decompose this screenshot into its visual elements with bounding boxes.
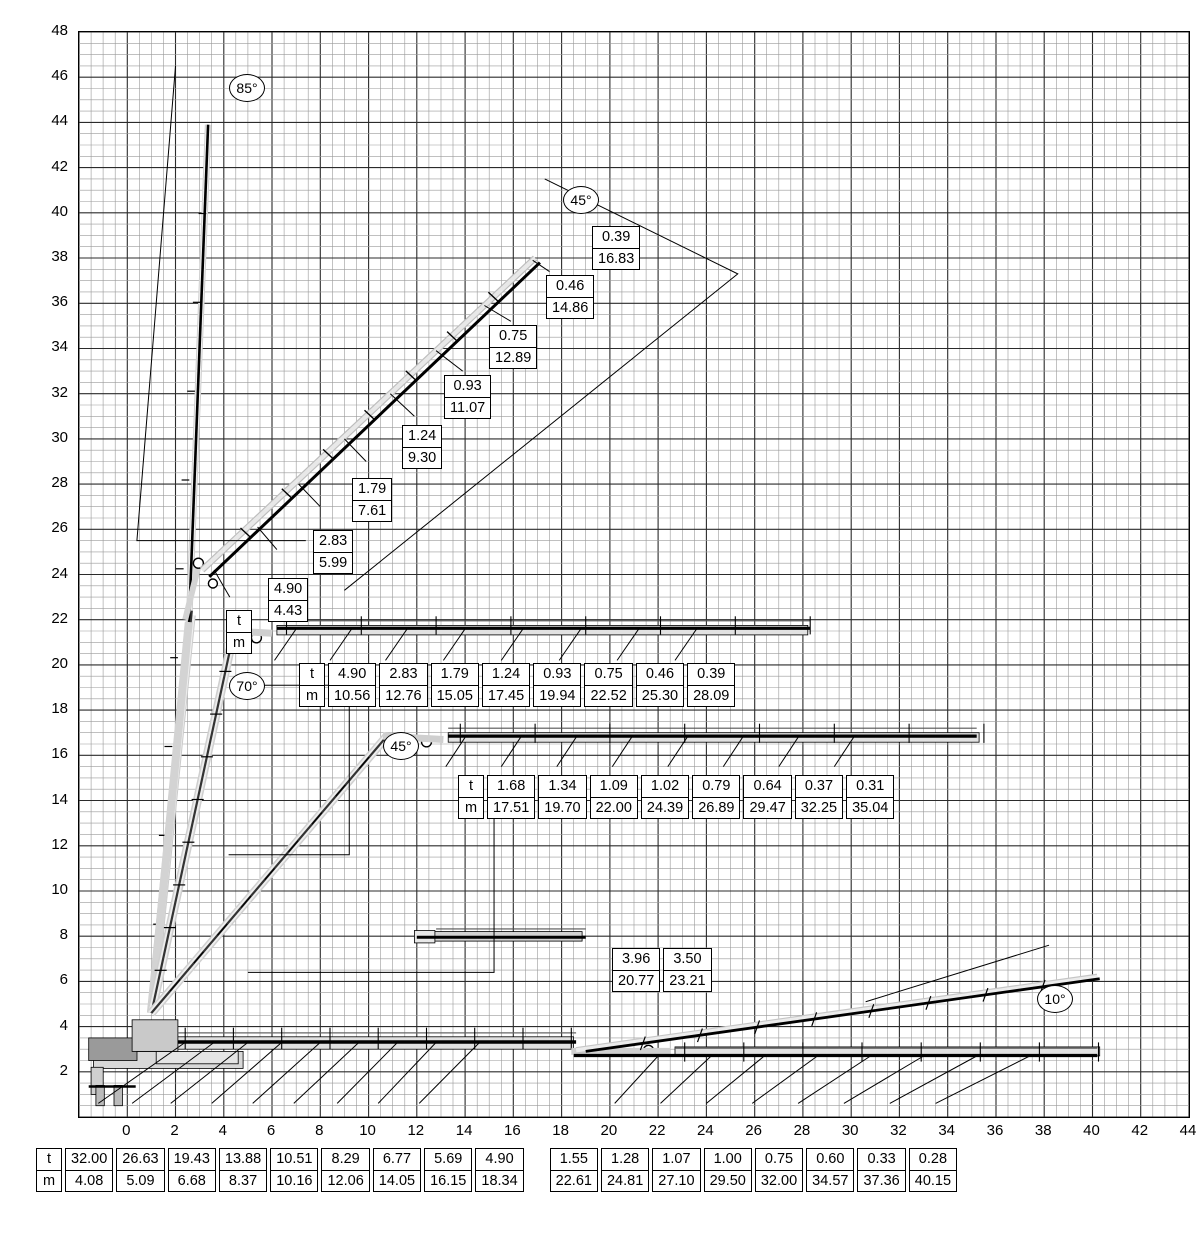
x-tick-34: 34 <box>938 1122 956 1139</box>
x-tick-40: 40 <box>1083 1122 1100 1139</box>
value-box-s1-0: 4.90 4.43 <box>268 578 308 622</box>
value-box-s3-5: 0.64 29.47 <box>743 775 791 819</box>
value-box-inset-0: 3.96 20.77 <box>612 948 660 992</box>
value-box-s2-4: 0.93 19.94 <box>533 663 581 707</box>
x-tick-36: 36 <box>986 1122 1004 1139</box>
unit-box-series2: t m <box>299 663 325 707</box>
value-box-b-7: 5.69 16.15 <box>424 1148 472 1192</box>
value-box-b-14: 0.60 34.57 <box>806 1148 854 1192</box>
y-tick-40: 40 <box>51 202 68 220</box>
value-box-s3-3: 1.02 24.39 <box>641 775 689 819</box>
y-tick-20: 20 <box>51 654 68 672</box>
x-tick-26: 26 <box>745 1122 762 1139</box>
x-tick-12: 12 <box>407 1122 425 1139</box>
angle-bubble-70: 70° <box>229 672 265 700</box>
y-tick-34: 34 <box>51 338 68 356</box>
y-tick-26: 26 <box>51 519 68 537</box>
value-box-b-1: 26.63 5.09 <box>116 1148 164 1192</box>
value-box-b-15: 0.33 37.36 <box>857 1148 905 1192</box>
value-box-s2-2: 1.79 15.05 <box>431 663 479 707</box>
unit-box-series1: t m <box>226 610 252 654</box>
x-tick-20: 20 <box>600 1122 618 1139</box>
y-tick-12: 12 <box>51 835 68 853</box>
y-tick-22: 22 <box>51 609 68 627</box>
value-strip-series3 <box>458 775 897 819</box>
value-box-s2-1: 2.83 12.76 <box>379 663 427 707</box>
value-box-s1-3: 1.24 9.30 <box>402 425 442 469</box>
value-box-s1-1: 2.83 5.99 <box>313 530 353 574</box>
value-box-s3-1: 1.34 19.70 <box>538 775 586 819</box>
x-tick-10: 10 <box>359 1122 376 1139</box>
value-box-s2-6: 0.46 25.30 <box>636 663 684 707</box>
value-box-b-6: 6.77 14.05 <box>373 1148 421 1192</box>
value-box-s2-5: 0.75 22.52 <box>584 663 632 707</box>
y-tick-14: 14 <box>51 790 68 808</box>
y-tick-18: 18 <box>51 700 68 718</box>
y-tick-6: 6 <box>59 971 68 989</box>
unit-box-bottom: t m <box>36 1148 62 1192</box>
y-tick-4: 4 <box>59 1016 68 1034</box>
value-strip-series2 <box>299 663 738 707</box>
angle-bubble-45-upper: 45° <box>563 186 599 214</box>
unit-box-series3: t m <box>458 775 484 819</box>
x-tick-14: 14 <box>455 1122 473 1139</box>
value-box-s1-7: 0.39 16.83 <box>592 226 640 270</box>
angle-bubble-10: 10° <box>1037 985 1073 1013</box>
x-tick-42: 42 <box>1131 1122 1149 1139</box>
y-tick-30: 30 <box>51 428 68 446</box>
value-strip-inset <box>612 948 715 992</box>
y-tick-46: 46 <box>51 67 68 85</box>
y-tick-28: 28 <box>51 474 68 492</box>
x-tick-6: 6 <box>266 1122 276 1139</box>
value-box-b-9: 1.55 22.61 <box>550 1148 598 1192</box>
value-box-s2-3: 1.24 17.45 <box>482 663 530 707</box>
x-tick-0: 0 <box>122 1122 131 1139</box>
y-tick-16: 16 <box>51 745 68 763</box>
x-tick-24: 24 <box>697 1122 714 1139</box>
value-box-s3-6: 0.37 32.25 <box>795 775 843 819</box>
x-tick-30: 30 <box>841 1122 859 1139</box>
x-tick-16: 16 <box>504 1122 521 1139</box>
value-box-inset-1: 3.50 23.21 <box>663 948 711 992</box>
x-tick-2: 2 <box>170 1122 179 1139</box>
value-box-b-0: 32.00 4.08 <box>65 1148 113 1192</box>
value-box-b-16: 0.28 40.15 <box>909 1148 957 1192</box>
x-tick-8: 8 <box>315 1122 324 1139</box>
y-tick-8: 8 <box>59 926 68 944</box>
x-tick-28: 28 <box>793 1122 811 1139</box>
y-tick-42: 42 <box>51 157 68 175</box>
value-box-b-3: 13.88 8.37 <box>219 1148 267 1192</box>
value-box-s1-4: 0.93 11.07 <box>444 375 491 419</box>
value-box-s1-6: 0.46 14.86 <box>546 275 594 319</box>
x-tick-32: 32 <box>890 1122 907 1139</box>
y-tick-32: 32 <box>51 383 68 401</box>
y-tick-10: 10 <box>51 880 68 898</box>
value-box-s3-0: 1.68 17.51 <box>487 775 535 819</box>
value-box-b-4: 10.51 10.16 <box>270 1148 318 1192</box>
x-tick-38: 38 <box>1034 1122 1052 1139</box>
value-box-s2-7: 0.39 28.09 <box>687 663 735 707</box>
value-box-s1-5: 0.75 12.89 <box>489 325 537 369</box>
value-box-b-5: 8.29 12.06 <box>321 1148 369 1192</box>
angle-bubble-45-lower: 45° <box>383 732 419 760</box>
value-strip-bottom <box>36 1148 960 1192</box>
y-tick-48: 48 <box>51 22 68 39</box>
value-box-s2-0: 4.90 10.56 <box>328 663 376 707</box>
y-tick-2: 2 <box>59 1061 68 1079</box>
value-box-b-12: 1.00 29.50 <box>704 1148 752 1192</box>
x-tick-18: 18 <box>552 1122 569 1139</box>
value-box-b-8: 4.90 18.34 <box>475 1148 523 1192</box>
value-box-s3-2: 1.09 22.00 <box>590 775 638 819</box>
y-tick-44: 44 <box>51 112 68 130</box>
value-box-b-11: 1.07 27.10 <box>652 1148 700 1192</box>
x-tick-4: 4 <box>218 1122 227 1139</box>
value-box-s3-4: 0.79 26.89 <box>692 775 740 819</box>
y-tick-38: 38 <box>51 248 68 266</box>
x-tick-44: 44 <box>1179 1122 1197 1139</box>
value-box-s1-2: 1.79 7.61 <box>352 478 392 522</box>
y-tick-24: 24 <box>51 564 68 582</box>
y-tick-36: 36 <box>51 293 68 311</box>
value-box-b-10: 1.28 24.81 <box>601 1148 649 1192</box>
value-box-b-13: 0.75 32.00 <box>755 1148 803 1192</box>
angle-bubble-85: 85° <box>229 74 265 102</box>
x-tick-22: 22 <box>648 1122 666 1139</box>
value-box-b-2: 19.43 6.68 <box>168 1148 216 1192</box>
value-box-s3-7: 0.31 35.04 <box>846 775 894 819</box>
